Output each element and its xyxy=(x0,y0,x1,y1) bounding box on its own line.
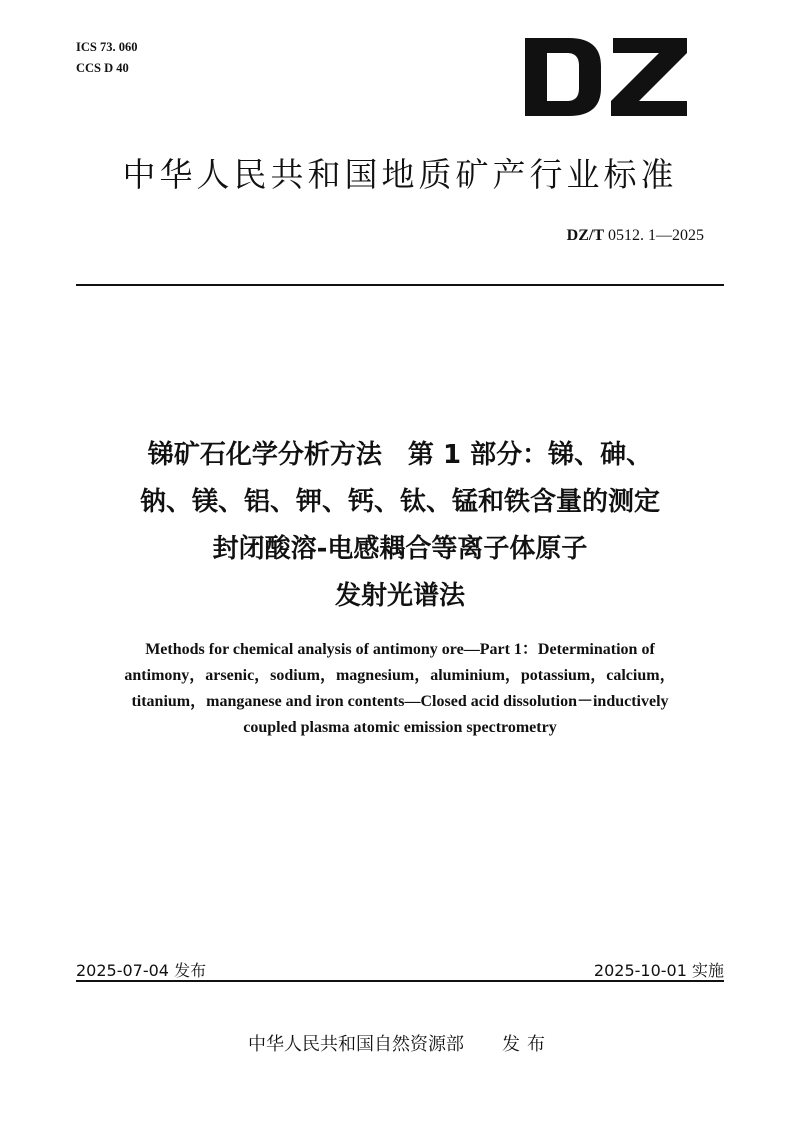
classification-codes xyxy=(76,37,137,79)
chinese-title-line: 钠、镁、铝、钾、钙、钛、锰和铁含量的测定 xyxy=(139,487,660,517)
bottom-divider xyxy=(76,980,724,982)
issuer-action: 发布 xyxy=(502,1034,552,1055)
english-title-line: titanium，manganese and iron contents—Closed acid dissolution－inductively xyxy=(131,693,669,710)
english-title-line: antimony，arsenic，sodium，magnesium，aluminium，potassium，calcium， xyxy=(124,667,676,684)
ics-code: ICS 73. 060 xyxy=(76,40,138,54)
chinese-title-line: 封闭酸溶-电感耦合等离子体原子 xyxy=(212,534,588,564)
issue-date: 2025-07-04 发布 xyxy=(76,961,207,980)
logo-letter-z xyxy=(611,38,687,116)
standard-code xyxy=(567,227,704,245)
chinese-title xyxy=(60,432,740,620)
english-title-line: Methods for chemical analysis of antimony ore—Part 1：Determination of xyxy=(145,641,655,658)
logo-letter-d xyxy=(525,38,601,116)
implementation-date: 2025-10-01 实施 xyxy=(593,961,724,980)
standard-code-prefix: DZ/T xyxy=(566,227,604,244)
english-title xyxy=(60,637,740,741)
chinese-title-line: 发射光谱法 xyxy=(334,581,465,611)
top-divider xyxy=(76,284,724,286)
issuer xyxy=(0,1030,800,1056)
organization-title: 中华人民共和国地质矿产行业标准 xyxy=(122,155,678,194)
dz-logo xyxy=(525,38,687,116)
standard-code-number: 0512. 1—2025 xyxy=(608,227,704,244)
chinese-title-line: 锑矿石化学分析方法 第 1 部分：锑、砷、 xyxy=(147,440,653,470)
issuer-name: 中华人民共和国自然资源部 xyxy=(248,1034,464,1055)
ccs-code: CCS D 40 xyxy=(76,61,129,75)
english-title-line: coupled plasma atomic emission spectrometry xyxy=(243,719,557,736)
